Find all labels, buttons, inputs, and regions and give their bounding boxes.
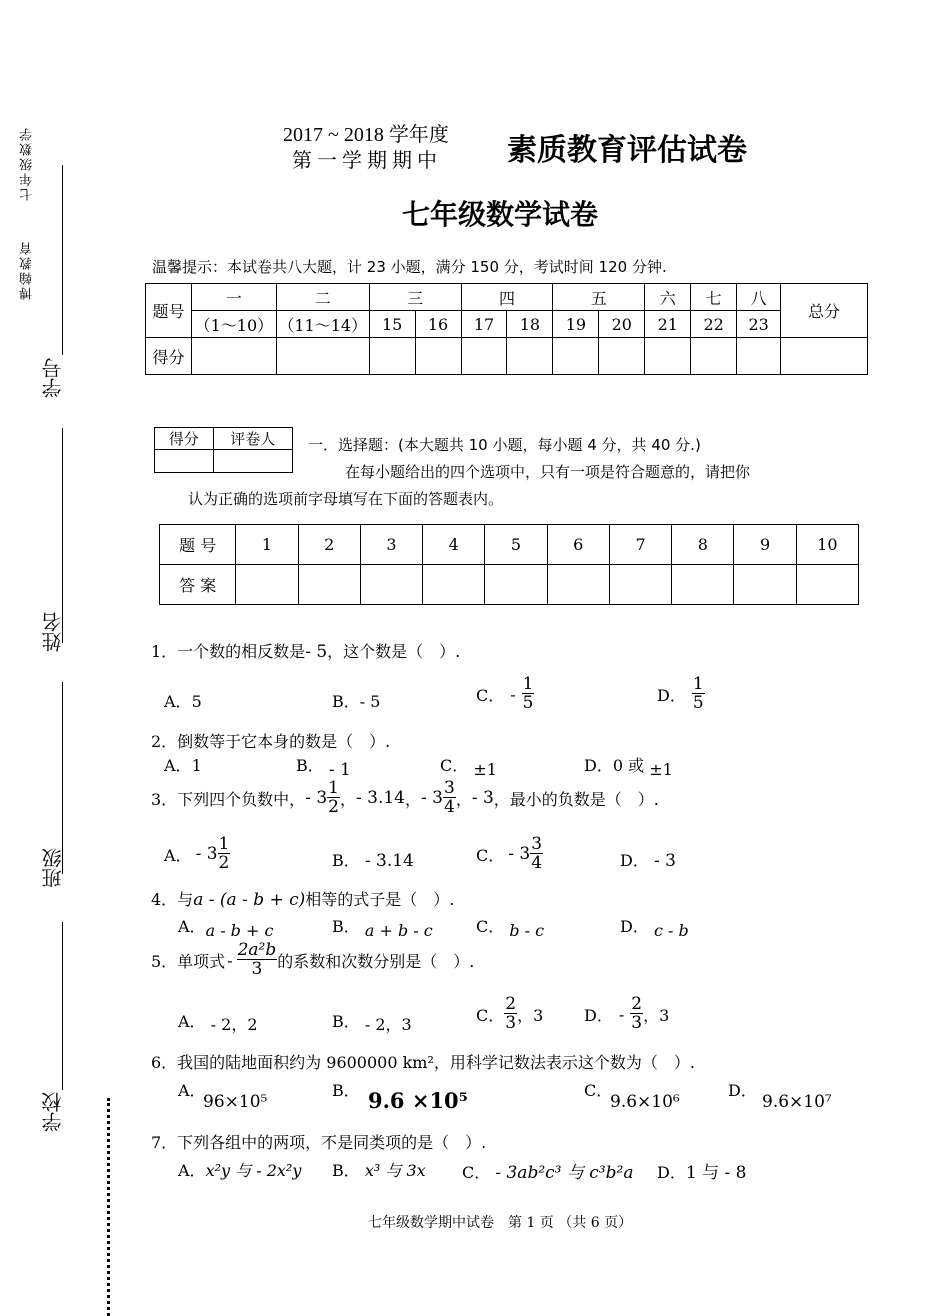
answer-cell[interactable] — [547, 565, 609, 605]
section-header: 三 — [369, 284, 461, 311]
q5-option-d: D． - $\frac{2}{3}$ ，3 — [584, 994, 670, 1033]
sidebar-field-class: 班级 — [41, 848, 65, 888]
answer-cell[interactable] — [236, 565, 298, 605]
score-cell[interactable] — [415, 338, 461, 375]
question-number: 4 — [423, 525, 485, 565]
q5-option-c: C． $\frac{2}{3}$ ，3 — [476, 994, 544, 1033]
sidebar-field-student-id: 学号 — [41, 358, 65, 398]
question-6-stem: 6．我国的陆地面积约为 9600000 km²，用科学记数法表示这个数为（ ）. — [151, 1053, 695, 1072]
q4-option-b: B． a + b - c — [332, 917, 433, 940]
q7-option-c: C． - 3ab²c³ 与 c³b²a — [462, 1163, 634, 1183]
question-number: 6 — [547, 525, 609, 565]
question-number: 1 — [236, 525, 298, 565]
answer-cell[interactable] — [485, 565, 547, 605]
q1-option-d: D． $\frac{1}{5}$ — [657, 674, 704, 713]
total-label: 总分 — [781, 284, 868, 338]
score-cell[interactable] — [781, 338, 868, 375]
score-row-label: 题号 — [146, 284, 192, 338]
score-cell[interactable] — [191, 338, 276, 375]
sub-header: 18 — [507, 311, 553, 338]
q2-option-b: B． - 1 — [296, 756, 351, 780]
section-header: 二 — [276, 284, 369, 311]
grader-score-cell[interactable] — [155, 450, 214, 473]
question-7-stem: 7．下列各组中的两项，不是同类项的是（ ）. — [151, 1133, 487, 1152]
q7-option-b: B． x³ 与 3x — [332, 1161, 426, 1180]
answer-row-label: 题 号 — [160, 525, 236, 565]
sub-header: 23 — [737, 311, 781, 338]
q6-option-b-label: B． — [332, 1081, 360, 1100]
question-number: 9 — [734, 525, 796, 565]
score-cell[interactable] — [737, 338, 781, 375]
section1-heading: 一．选择题：(本大题共 10 小题，每小题 4 分，共 40 分.) — [308, 436, 701, 454]
answer-table — [159, 524, 859, 605]
score-cell[interactable] — [461, 338, 507, 375]
sidebar-field-school: 学校 — [41, 1092, 65, 1132]
q3-option-a: A． - 3 $\frac{1}{2}$ — [164, 834, 230, 873]
question-number: 10 — [796, 525, 858, 565]
sub-header: 20 — [599, 311, 645, 338]
q6-option-d-label: D． — [728, 1081, 757, 1100]
sidebar-rule — [62, 682, 63, 874]
section-header: 五 — [553, 284, 645, 311]
score-cell[interactable] — [599, 338, 645, 375]
grader-name-label: 评卷人 — [213, 428, 292, 450]
sidebar-rule — [62, 428, 63, 643]
score-cell[interactable] — [276, 338, 369, 375]
q2-option-d: D．0 或 ±1 — [584, 756, 673, 779]
section1-instruction: 认为正确的选项前字母填写在下面的答题表内。 — [188, 490, 504, 508]
sub-header: （1～10） — [191, 311, 276, 338]
q6-option-a-label: A． — [178, 1081, 206, 1100]
answer-cell[interactable] — [672, 565, 734, 605]
grader-score-label: 得分 — [155, 428, 214, 450]
exam-name: 素质教育评估试卷 — [507, 133, 747, 168]
q3-option-c: C． - 3 $\frac{3}{4}$ — [476, 834, 543, 873]
q7-option-d: D．1 与 - 8 — [657, 1163, 747, 1183]
school-year: 2017 ~ 2018 学年度 — [283, 124, 449, 146]
sub-header: 22 — [691, 311, 737, 338]
notice: 温馨提示：本试卷共八大题，计 23 小题，满分 150 分，考试时间 120 分钟. — [152, 258, 667, 276]
q6-option-c: 9.6×10⁶ — [610, 1092, 680, 1112]
answer-cell[interactable] — [609, 565, 671, 605]
page-footer: 七年级数学期中试卷 第 1 页 （共 6 页） — [368, 1215, 633, 1231]
grader-name-cell[interactable] — [213, 450, 292, 473]
page-title: 七年级数学试卷 — [402, 198, 599, 231]
question-1-stem: 1．一个数的相反数是- 5，这个数是（ ）. — [151, 642, 461, 662]
question-3-stem: 3．下列四个负数中， - 3 $\frac{1}{2}$ ， - 3.14 ， - 3 $\frac{3}{4}$ ， - 3 ，最小的负数是（ ）. — [151, 778, 659, 817]
answer-row-label: 答 案 — [160, 565, 236, 605]
sub-header: 16 — [415, 311, 461, 338]
question-number: 2 — [298, 525, 360, 565]
question-number: 7 — [609, 525, 671, 565]
score-cell[interactable] — [553, 338, 599, 375]
q1-option-a: A．5 — [164, 692, 202, 711]
answer-cell[interactable] — [734, 565, 796, 605]
score-cell[interactable] — [507, 338, 553, 375]
sidebar-subject: 七年级数学 — [20, 126, 35, 201]
score-cell[interactable] — [645, 338, 691, 375]
q1-option-b: B．- 5 — [332, 692, 381, 711]
answer-cell[interactable] — [298, 565, 360, 605]
section-header: 七 — [691, 284, 737, 311]
question-4-stem: 4．与a - (a - b + c)相等的式子是（ ）. — [151, 890, 455, 910]
q3-option-b: B． - 3.14 — [332, 851, 414, 871]
sub-header: 19 — [553, 311, 599, 338]
section-header: 六 — [645, 284, 691, 311]
question-number: 8 — [672, 525, 734, 565]
q2-option-a: A．1 — [164, 756, 202, 775]
section-header: 四 — [461, 284, 553, 311]
answer-cell[interactable] — [360, 565, 422, 605]
question-number: 3 — [360, 525, 422, 565]
q1-option-c: C． - $\frac{1}{5}$ — [476, 674, 534, 713]
sidebar-rule — [62, 165, 63, 355]
question-2-stem: 2．倒数等于它本身的数是（ ）. — [151, 732, 391, 751]
sidebar-publisher: 博翰教育 — [20, 240, 35, 300]
sidebar-field-name: 姓名 — [41, 612, 65, 652]
binding-dotted-line — [107, 1098, 110, 1316]
question-5-stem: 5．单项式 - $\frac{\text{2a²b}}{3}$ 的系数和次数分别是（ ）. — [151, 940, 475, 979]
q7-option-a: A．x²y 与 - 2x²y — [178, 1161, 302, 1180]
score-cell[interactable] — [691, 338, 737, 375]
q6-option-d: 9.6×10⁷ — [762, 1092, 832, 1112]
sidebar-rule — [62, 922, 63, 1090]
sub-header: 15 — [369, 311, 415, 338]
question-number: 5 — [485, 525, 547, 565]
q5-option-a: A． - 2，2 — [178, 1012, 258, 1034]
score-table — [145, 283, 868, 375]
answer-cell[interactable] — [796, 565, 858, 605]
q5-option-b: B． - 2，3 — [332, 1012, 412, 1034]
q4-option-d: D． c - b — [620, 917, 689, 940]
q4-option-a: A．a - b + c — [178, 917, 274, 940]
section-header: 一 — [191, 284, 276, 311]
term: 第 一 学 期 期 中 — [292, 150, 437, 172]
q3-option-d: D． - 3 — [620, 851, 676, 871]
q2-option-c: C． ±1 — [440, 756, 497, 779]
sub-header: 21 — [645, 311, 691, 338]
answer-cell[interactable] — [423, 565, 485, 605]
section1-instruction: 在每小题给出的四个选项中，只有一项是符合题意的，请把你 — [345, 463, 751, 481]
q6-option-b: 9.6 ×10⁵ — [368, 1088, 468, 1113]
q6-option-c-label: C． — [584, 1081, 613, 1100]
score-cell[interactable] — [369, 338, 415, 375]
score-label: 得分 — [146, 338, 192, 375]
sub-header: （11～14） — [276, 311, 369, 338]
section-header: 八 — [737, 284, 781, 311]
grader-box — [154, 427, 293, 473]
q4-option-c: C． b - c — [476, 917, 545, 940]
q6-option-a: 96×10⁵ — [203, 1092, 268, 1112]
sub-header: 17 — [461, 311, 507, 338]
